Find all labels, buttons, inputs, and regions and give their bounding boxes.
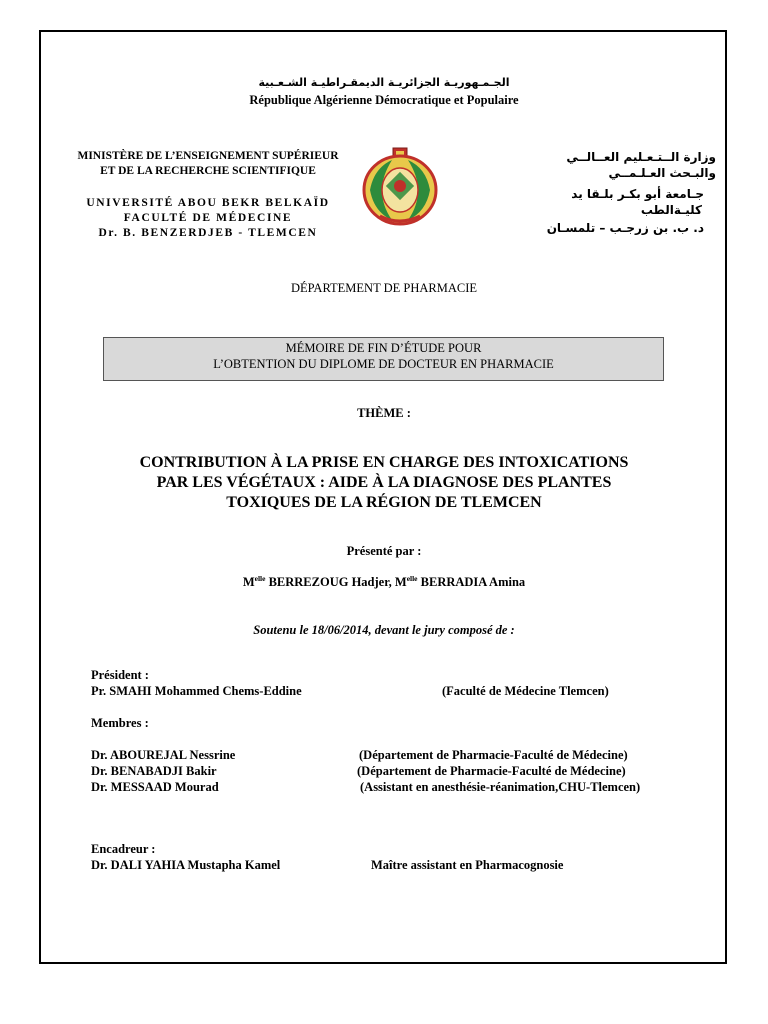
president-label: Président : [91,668,149,682]
supervisor-label: Encadreur : [91,842,156,856]
student-1-title-sup: elle [254,574,266,583]
department-title: DÉPARTEMENT DE PHARMACIE [290,281,478,295]
student-2-name: BERRADIA Amina [417,575,526,590]
student-1-name: BERREZOUG Hadjer, [265,575,395,590]
arabic-university-line-2: كليـةالطب [640,203,702,217]
president-name: Pr. SMAHI Mohammed Chems-Eddine [91,684,302,698]
memoire-line-2: L’OBTENTION DU DIPLOME DE DOCTEUR EN PHARMACIE [213,357,554,371]
supervisor-title: Maître assistant en Pharmacognosie [371,858,564,872]
french-republic-title: République Algérienne Démocratique et Populaire [249,93,519,107]
members-label: Membres : [91,716,149,730]
arabic-republic-title: الجـمـهوريـة الجزائريـة الديمقـراطيـة الشـعـبية [258,76,510,89]
university-line-2: FACULTÉ DE MÉDECINE [123,212,293,224]
president-affiliation: (Faculté de Médecine Tlemcen) [442,684,609,698]
supervisor-name: Dr. DALI YAHIA Mustapha Kamel [91,858,281,872]
ministry-line-1: MINISTÈRE DE L’ENSEIGNEMENT SUPÉRIEUR [77,150,339,162]
member-affiliation: (Assistant en anesthésie-réanimation,CHU-Tlemcen) [360,780,641,794]
student-2-prefix: M [394,575,407,590]
university-line-1: UNIVERSITÉ ABOU BEKR BELKAÏD [86,197,330,209]
member-name: Dr. BENABADJI Bakir [91,764,217,778]
member-affiliation: (Département de Pharmacie-Faculté de Médecine) [359,748,628,762]
theme-label: THÈME : [357,406,411,420]
defense-date-line: Soutenu le 18/06/2014, devant le jury composé de : [253,623,515,637]
ministry-line-2: ET DE LA RECHERCHE SCIENTIFIQUE [100,165,316,177]
arabic-ministry-line-2: والبـحث العـلـمــي [608,166,716,180]
arabic-ministry-line-1: وزارة الــتـعـليم العــالــي [566,150,716,164]
student-2-title-sup: elle [406,574,418,583]
university-emblem-icon [360,146,440,230]
students-line [0,574,768,590]
presented-by-label: Présenté par : [346,544,422,558]
thesis-title-line-2: PAR LES VÉGÉTAUX : AIDE À LA DIAGNOSE DES PLANTES [156,474,612,491]
member-name: Dr. ABOUREJAL Nessrine [91,748,236,762]
member-affiliation: (Département de Pharmacie-Faculté de Médecine) [357,764,626,778]
arabic-university-line-1: جـامعة أبو بكـر بلـقا يد [571,187,704,201]
thesis-title-line-1: CONTRIBUTION À LA PRISE EN CHARGE DES INTOXICATIONS [139,454,629,471]
university-line-3: Dr. B. BENZERDJEB - TLEMCEN [98,227,318,239]
arabic-university-line-3: د. ب. بن زرجـب – تلمسـان [546,221,704,235]
thesis-title-line-3: TOXIQUES DE LA RÉGION DE TLEMCEN [226,494,542,511]
member-name: Dr. MESSAAD Mourad [91,780,219,794]
student-1-prefix: M [242,575,255,590]
memoire-line-1: MÉMOIRE DE FIN D’ÉTUDE POUR [285,341,482,355]
